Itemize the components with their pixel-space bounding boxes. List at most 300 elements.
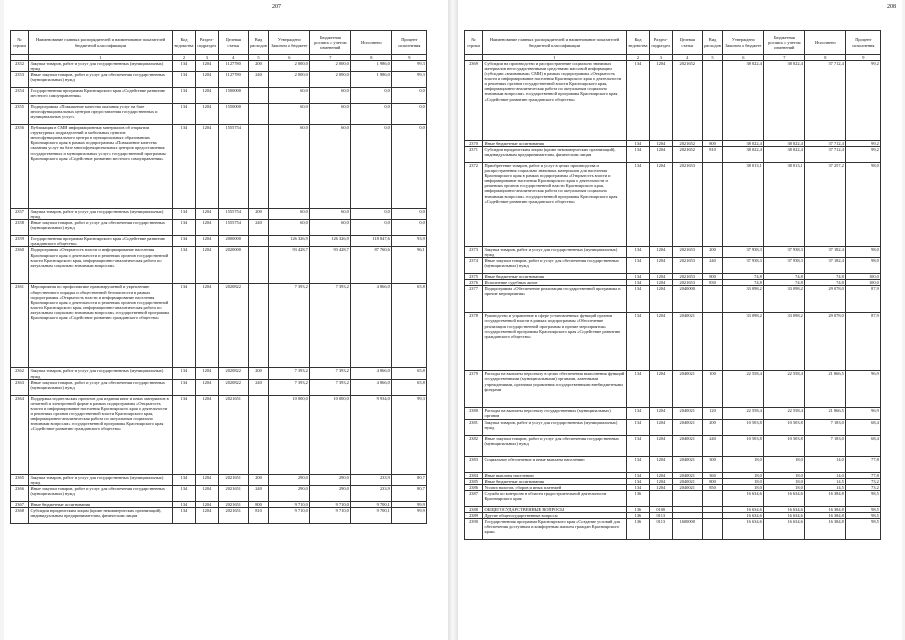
approved-amount: 10 000,0	[269, 395, 310, 474]
row-name: Социальное обеспечение и иные выплаты населению	[483, 456, 627, 472]
column-header: № строки	[465, 31, 483, 55]
approved-amount: 18,0	[723, 456, 764, 472]
page-number: 207	[272, 4, 281, 10]
ministry-code: 134	[173, 88, 196, 104]
target-article: 2021653	[672, 163, 702, 247]
table-row	[11, 88, 427, 104]
expense-type: 240	[248, 379, 269, 395]
table-row	[11, 379, 427, 395]
section-code: 1204	[195, 379, 218, 395]
ministry-code: 134	[627, 435, 650, 456]
column-header: Бюджетная роспись с учетом изменений	[764, 31, 805, 55]
page-number: 208	[887, 4, 896, 10]
budget-schedule-amount: 18,0	[764, 456, 805, 472]
budget-schedule-amount: 16 634,6	[764, 506, 805, 512]
table-row	[11, 474, 427, 485]
execution-percent: 68,4	[846, 435, 881, 456]
budget-schedule-amount: 60,0	[310, 220, 351, 236]
budget-table	[464, 30, 881, 540]
column-header: Утверждено Законом о бюджете	[269, 31, 310, 55]
approved-amount: 7 393,2	[269, 368, 310, 379]
ministry-code: 134	[173, 72, 196, 88]
row-number: 2382	[465, 435, 483, 456]
execution-percent: 98,5	[846, 518, 881, 539]
execution-percent: 99,2	[846, 141, 881, 147]
approved-amount: 290,0	[269, 474, 310, 485]
executed-amount: 14,5	[805, 484, 846, 490]
budget-schedule-amount: 18,0	[764, 484, 805, 490]
executed-amount: 233,9	[351, 485, 392, 501]
ministry-code: 134	[173, 395, 196, 474]
budget-schedule-amount: 9 710,0	[310, 501, 351, 507]
row-number: 2372	[465, 163, 483, 247]
target-article: 1127780	[218, 61, 248, 72]
budget-schedule-amount: 18,0	[764, 472, 805, 478]
budget-schedule-amount: 74,8	[764, 280, 805, 286]
section-code: 1204	[195, 501, 218, 507]
target-article: 2021653	[672, 280, 702, 286]
budget-schedule-amount: 126 326,9	[310, 236, 351, 247]
ministry-code: 134	[627, 313, 650, 371]
section-code: 1204	[195, 395, 218, 474]
execution-percent: 98,0	[846, 247, 881, 258]
section-code: 1204	[649, 456, 672, 472]
row-name: Расходы на выплаты персоналу в целях обеспечения выполнения функций государственными (муниципальными) органами, казенными учреждениями, органами управления государственными внебюджетными фондами	[483, 371, 627, 408]
row-number: 2355	[11, 104, 29, 125]
executed-amount: 16 384,8	[805, 490, 846, 506]
row-number: 2375	[465, 274, 483, 280]
ministry-code: 134	[627, 456, 650, 472]
target-article: 2040021	[672, 478, 702, 484]
budget-schedule-amount: 2 000,0	[310, 61, 351, 72]
row-number: 2354	[11, 88, 29, 104]
row-number: 2380	[465, 408, 483, 419]
expense-type: 830	[702, 280, 723, 286]
approved-amount: 60,0	[269, 125, 310, 209]
expense-type: 200	[248, 61, 269, 72]
row-number: 2360	[11, 247, 29, 284]
section-code: 1204	[195, 88, 218, 104]
budget-schedule-amount: 16 634,6	[764, 490, 805, 506]
budget-schedule-amount: 37 938,3	[764, 247, 805, 258]
table-row	[11, 507, 427, 523]
ministry-code: 134	[627, 371, 650, 408]
row-name: Иные закупки товаров, работ и услуг для обеспечения государственных (муниципальных) нужд	[29, 72, 173, 88]
section-code: 1204	[195, 125, 218, 209]
execution-percent: 0,0	[392, 104, 427, 125]
execution-percent: 0,0	[392, 220, 427, 236]
column-header: Код ведомства	[627, 31, 650, 55]
row-number: 2371	[465, 147, 483, 163]
ministry-code: 134	[627, 472, 650, 478]
section-code: 1204	[195, 368, 218, 379]
approved-amount: 60,0	[269, 88, 310, 104]
row-name: Субсидии юридическим лицам (кроме некоммерческих организаций), индивидуальным предпринимателям, физическим лицам	[29, 507, 173, 523]
execution-percent: 80,7	[392, 474, 427, 485]
table-row	[465, 518, 881, 539]
row-number: 2369	[465, 61, 483, 141]
table-row	[465, 456, 881, 472]
approved-amount: 16 634,6	[723, 506, 764, 512]
executed-amount: 7 183,0	[805, 419, 846, 435]
executed-amount: 37 712,4	[805, 147, 846, 163]
row-number: 2358	[11, 220, 29, 236]
ministry-code: 134	[173, 284, 196, 368]
section-code: 1204	[649, 61, 672, 141]
table-row	[465, 371, 881, 408]
approved-amount: 93 428,7	[269, 247, 310, 284]
section-code: 1204	[195, 220, 218, 236]
expense-type: 800	[702, 478, 723, 484]
table-row	[11, 284, 427, 368]
row-number: 2361	[11, 284, 29, 368]
executed-amount: 16 384,8	[805, 518, 846, 539]
section-code: 1204	[649, 274, 672, 280]
approved-amount: 38 022,4	[723, 141, 764, 147]
row-number: 2378	[465, 313, 483, 371]
table-row	[465, 258, 881, 274]
row-number: 2376	[465, 280, 483, 286]
section-code: 0113	[649, 512, 672, 518]
index-cell: 9	[846, 55, 881, 61]
budget-schedule-amount: 74,8	[764, 274, 805, 280]
section-code: 1204	[195, 247, 218, 284]
approved-amount: 126 326,9	[269, 236, 310, 247]
expense-type: 240	[702, 258, 723, 274]
executed-amount: 0,0	[351, 220, 392, 236]
page-right	[458, 0, 902, 640]
executed-amount: 74,8	[805, 274, 846, 280]
table-row	[465, 286, 881, 313]
execution-percent: 98,5	[846, 512, 881, 518]
execution-percent: 73,2	[846, 478, 881, 484]
budget-schedule-amount: 22 558,4	[764, 371, 805, 408]
row-name: Закупка товаров, работ и услуг для государственных (муниципальных) нужд	[29, 474, 173, 485]
budget-schedule-amount: 9 710,0	[310, 507, 351, 523]
budget-schedule-amount: 2 000,0	[310, 72, 351, 88]
executed-amount: 87 760,6	[351, 247, 392, 284]
executed-amount: 21 866,5	[805, 371, 846, 408]
ministry-code: 134	[627, 408, 650, 419]
execution-percent: 73,2	[846, 484, 881, 490]
row-number: 2364	[11, 395, 29, 474]
column-header: Вид расходов	[248, 31, 269, 55]
table-row	[465, 163, 881, 247]
expense-type	[702, 490, 723, 506]
ministry-code: 136	[627, 490, 650, 506]
index-cell: 6	[723, 55, 764, 61]
table-row	[465, 490, 881, 506]
budget-schedule-amount: 33 098,2	[764, 313, 805, 371]
table-row	[11, 209, 427, 220]
column-header: Целевая статья	[218, 31, 248, 55]
row-name: Служба по контролю в области градостроительной деятельности Красноярского края	[483, 490, 627, 506]
table-body	[11, 61, 427, 524]
execution-percent: 99,9	[392, 501, 427, 507]
executed-amount: 14,0	[805, 472, 846, 478]
expense-type	[248, 395, 269, 474]
approved-amount: 16 634,6	[723, 518, 764, 539]
approved-amount: 18,0	[723, 472, 764, 478]
approved-amount: 33 098,2	[723, 313, 764, 371]
executed-amount: 37 712,4	[805, 61, 846, 141]
row-name: Субсидии юридическим лицам (кроме некоммерческих организаций), индивидуальным предпринимателям, физическим лицам	[483, 147, 627, 163]
index-cell: 5	[248, 55, 269, 61]
column-header: Вид расходов	[702, 31, 723, 55]
row-name: Государственная программа Красноярского края «Содействие развитию местного самоуправления»	[29, 88, 173, 104]
row-name: Руководство и управление в сфере установленных функций органов государственной власти в рамках подпрограммы «Обеспечение реализации государственной программы и прочие мероприятия» государственной программы Красноярского края «Содействие развитию гражданского общества»	[483, 313, 627, 371]
table-row	[465, 147, 881, 163]
executed-amount: 4 866,0	[351, 379, 392, 395]
budget-schedule-amount: 60,0	[310, 125, 351, 209]
row-number: 2359	[11, 236, 29, 247]
executed-amount: 0,0	[351, 104, 392, 125]
executed-amount: 0,0	[351, 209, 392, 220]
approved-amount: 10 503,8	[723, 435, 764, 456]
section-code: 1204	[195, 209, 218, 220]
page-left	[4, 0, 448, 640]
index-cell: 8	[805, 55, 846, 61]
expense-type: 200	[248, 368, 269, 379]
expense-type: 200	[248, 474, 269, 485]
execution-percent: 98,5	[846, 506, 881, 512]
ministry-code: 134	[173, 485, 196, 501]
row-number: 2356	[11, 125, 29, 209]
section-code: 1204	[649, 247, 672, 258]
ministry-code: 134	[173, 379, 196, 395]
ministry-code: 134	[173, 125, 196, 209]
table-row	[11, 104, 427, 125]
section-code: 0113	[649, 518, 672, 539]
target-article: 1555754	[218, 209, 248, 220]
budget-schedule-amount: 10 503,8	[764, 435, 805, 456]
index-cell: 3	[195, 55, 218, 61]
target-article: 2021652	[672, 61, 702, 141]
ministry-code: 134	[627, 258, 650, 274]
expense-type	[248, 125, 269, 209]
target-article: 2021651	[218, 501, 248, 507]
index-cell: 5	[702, 55, 723, 61]
ministry-code: 134	[173, 220, 196, 236]
row-name: Закупка товаров, работ и услуг для государственных (муниципальных) нужд	[483, 247, 627, 258]
executed-amount: 37 257,2	[805, 163, 846, 247]
row-name: Другие общегосударственные вопросы	[483, 512, 627, 518]
budget-schedule-amount: 22 558,4	[764, 408, 805, 419]
expense-type: 800	[702, 141, 723, 147]
row-name: Расходы на выплаты персоналу государственных (муниципальных) органов	[483, 408, 627, 419]
column-header: № строки	[11, 31, 29, 55]
executed-amount: 29 078,0	[805, 286, 846, 313]
ministry-code: 134	[627, 141, 650, 147]
row-number: 2384	[465, 472, 483, 478]
execution-percent: 93,9	[392, 236, 427, 247]
execution-percent: 100,0	[846, 280, 881, 286]
expense-type: 120	[702, 408, 723, 419]
row-number: 2381	[465, 419, 483, 435]
approved-amount: 7 393,2	[269, 284, 310, 368]
row-name: Иные закупки товаров, работ и услуг для обеспечения государственных (муниципальных) нужд	[29, 379, 173, 395]
table-row	[465, 247, 881, 258]
executed-amount: 7 183,0	[805, 435, 846, 456]
row-number: 2386	[465, 484, 483, 490]
column-header: Раздел-подраздел	[195, 31, 218, 55]
execution-percent: 87,9	[846, 313, 881, 371]
target-article: 2040021	[672, 456, 702, 472]
row-name: Уплата налогов, сборов и иных платежей	[483, 484, 627, 490]
expense-type: 200	[702, 247, 723, 258]
approved-amount: 60,0	[269, 220, 310, 236]
approved-amount: 74,8	[723, 274, 764, 280]
budget-schedule-amount: 38 013,1	[764, 163, 805, 247]
ministry-code: 134	[173, 247, 196, 284]
row-name: Иные закупки товаров, работ и услуг для обеспечения государственных (муниципальных) нужд	[483, 258, 627, 274]
row-name: Мероприятия по профилактике правонарушений и укреплению общественного порядка и общественной безопасности в рамках подпрограммы «Открытость власти и информирование населения Красноярского края о деятельности и решениях органов государственной власти Красноярского края, информационно-аналитическая работа по актуальным социально значимым вопросам» государственной программы Красноярского края «Содействие развитию гражданского общества»	[29, 284, 173, 368]
expense-type: 300	[702, 456, 723, 472]
budget-schedule-amount: 10 503,8	[764, 419, 805, 435]
target-article: 2040021	[672, 484, 702, 490]
expense-type: 200	[248, 209, 269, 220]
table-row	[11, 395, 427, 474]
approved-amount: 2 000,0	[269, 72, 310, 88]
budget-schedule-amount: 290,0	[310, 474, 351, 485]
row-number: 2363	[11, 379, 29, 395]
column-header: Исполнено	[351, 31, 392, 55]
target-article: 2021653	[672, 274, 702, 280]
section-code: 1204	[195, 72, 218, 88]
approved-amount: 18,0	[723, 484, 764, 490]
target-article: 2020000	[218, 247, 248, 284]
ministry-code: 134	[173, 368, 196, 379]
section-code: 1204	[195, 61, 218, 72]
executed-amount: 4 866,0	[351, 284, 392, 368]
ministry-code: 134	[173, 104, 196, 125]
target-article: 1600000	[672, 518, 702, 539]
table-row	[11, 368, 427, 379]
execution-percent: 65,8	[392, 379, 427, 395]
target-article: 1500000	[218, 88, 248, 104]
index-cell: 7	[764, 55, 805, 61]
index-cell: 7	[310, 55, 351, 61]
row-name: Закупка товаров, работ и услуг для государственных (муниципальных) нужд	[483, 419, 627, 435]
target-article: 2040021	[672, 472, 702, 478]
executed-amount: 21 866,5	[805, 408, 846, 419]
execution-percent: 0,0	[392, 125, 427, 209]
expense-type: 800	[702, 274, 723, 280]
executed-amount: 9 700,1	[351, 507, 392, 523]
executed-amount: 29 078,0	[805, 313, 846, 371]
approved-amount: 10 503,8	[723, 419, 764, 435]
approved-amount: 33 098,2	[723, 286, 764, 313]
approved-amount: 9 710,0	[269, 507, 310, 523]
ministry-code: 134	[627, 484, 650, 490]
execution-percent: 99,3	[392, 395, 427, 474]
target-article: 2021651	[218, 485, 248, 501]
row-name: Иные бюджетные ассигнования	[29, 501, 173, 507]
row-name: Иные выплаты населению	[483, 472, 627, 478]
row-number: 2352	[11, 61, 29, 72]
approved-amount: 290,0	[269, 485, 310, 501]
execution-percent: 65,8	[392, 368, 427, 379]
execution-percent: 99,9	[392, 507, 427, 523]
target-article: 2021653	[672, 247, 702, 258]
index-cell: 6	[269, 55, 310, 61]
row-number: 2367	[11, 501, 29, 507]
target-article: 2021652	[672, 141, 702, 147]
target-article: 2020822	[218, 284, 248, 368]
executed-amount: 16 384,8	[805, 512, 846, 518]
target-article: 2020822	[218, 379, 248, 395]
expense-type: 360	[702, 472, 723, 478]
execution-percent: 65,8	[392, 284, 427, 368]
execution-percent: 0,0	[392, 88, 427, 104]
column-header: Наименование главных распорядителей и наименование показателей бюджетной классификации	[29, 31, 173, 55]
expense-type: 240	[248, 485, 269, 501]
row-number: 2370	[465, 141, 483, 147]
page-gutter	[448, 0, 458, 640]
expense-type	[248, 247, 269, 284]
ministry-code: 134	[627, 147, 650, 163]
row-number: 2362	[11, 368, 29, 379]
expense-type: 240	[702, 435, 723, 456]
row-name: Иные закупки товаров, работ и услуг для обеспечения государственных (муниципальных) нужд	[29, 220, 173, 236]
table-row	[11, 247, 427, 284]
target-article: 2040021	[672, 435, 702, 456]
executed-amount: 37 182,4	[805, 247, 846, 258]
row-number: 2357	[11, 209, 29, 220]
executed-amount: 0,0	[351, 88, 392, 104]
section-code: 1204	[649, 419, 672, 435]
executed-amount: 16 384,8	[805, 506, 846, 512]
row-number: 2366	[11, 485, 29, 501]
budget-schedule-amount: 60,0	[310, 209, 351, 220]
table-row	[465, 408, 881, 419]
execution-percent: 99,3	[392, 72, 427, 88]
ministry-code: 136	[627, 518, 650, 539]
section-code: 1204	[195, 284, 218, 368]
ministry-code: 134	[173, 236, 196, 247]
budget-schedule-amount: 38 022,4	[764, 147, 805, 163]
budget-schedule-amount: 7 393,2	[310, 379, 351, 395]
row-name: Поддержка издательских проектов для издания книг и иных материалов в печатной и электронной форме в рамках подпрограммы «Открытость власти и информирование населения Красноярского края о деятельности и решениях органов государственной власти Красноярского края, информационно-аналитическая работа по актуальным социально значимым вопросам» государственной программы Красноярского края «Содействие развитию гражданского общества»	[29, 395, 173, 474]
row-name: Приобретение товаров, работ и услуг в целях производства и распространения социально значимых материалов для населения Красноярского края в рамках подпрограммы «Открытость власти и информирование населения Красноярского края о деятельности и решениях органов государственной власти Красноярского края, информационно-аналитическая работа по актуальным социально значимым вопросам» государственной программы Красноярского края «Содействие развитию гражданского общества»	[483, 163, 627, 247]
expense-type: 200	[702, 419, 723, 435]
section-code: 1204	[649, 371, 672, 408]
approved-amount: 60,0	[269, 104, 310, 125]
execution-percent: 96,1	[392, 247, 427, 284]
row-name: Закупка товаров, работ и услуг для государственных (муниципальных) нужд	[29, 209, 173, 220]
execution-percent: 96,9	[846, 371, 881, 408]
row-name: Государственная программа Красноярского края «Содействие развитию гражданского общества»	[29, 236, 173, 247]
table-body	[465, 61, 881, 540]
execution-percent: 99,2	[846, 147, 881, 163]
row-name: Закупка товаров, работ и услуг для государственных (муниципальных) нужд	[29, 61, 173, 72]
ministry-code: 134	[627, 286, 650, 313]
budget-schedule-amount: 7 393,2	[310, 284, 351, 368]
expense-type: 810	[248, 507, 269, 523]
budget-schedule-amount: 60,0	[310, 88, 351, 104]
table-row	[11, 220, 427, 236]
index-cell: 4	[218, 55, 248, 61]
table-row	[11, 61, 427, 72]
execution-percent: 99,2	[846, 61, 881, 141]
row-name: Закупка товаров, работ и услуг для государственных (муниципальных) нужд	[29, 368, 173, 379]
budget-schedule-amount: 10 000,0	[310, 395, 351, 474]
ministry-code: 134	[627, 419, 650, 435]
target-article: 2040000	[672, 286, 702, 313]
table-row	[11, 485, 427, 501]
execution-percent: 98,0	[846, 163, 881, 247]
approved-amount: 22 558,4	[723, 371, 764, 408]
